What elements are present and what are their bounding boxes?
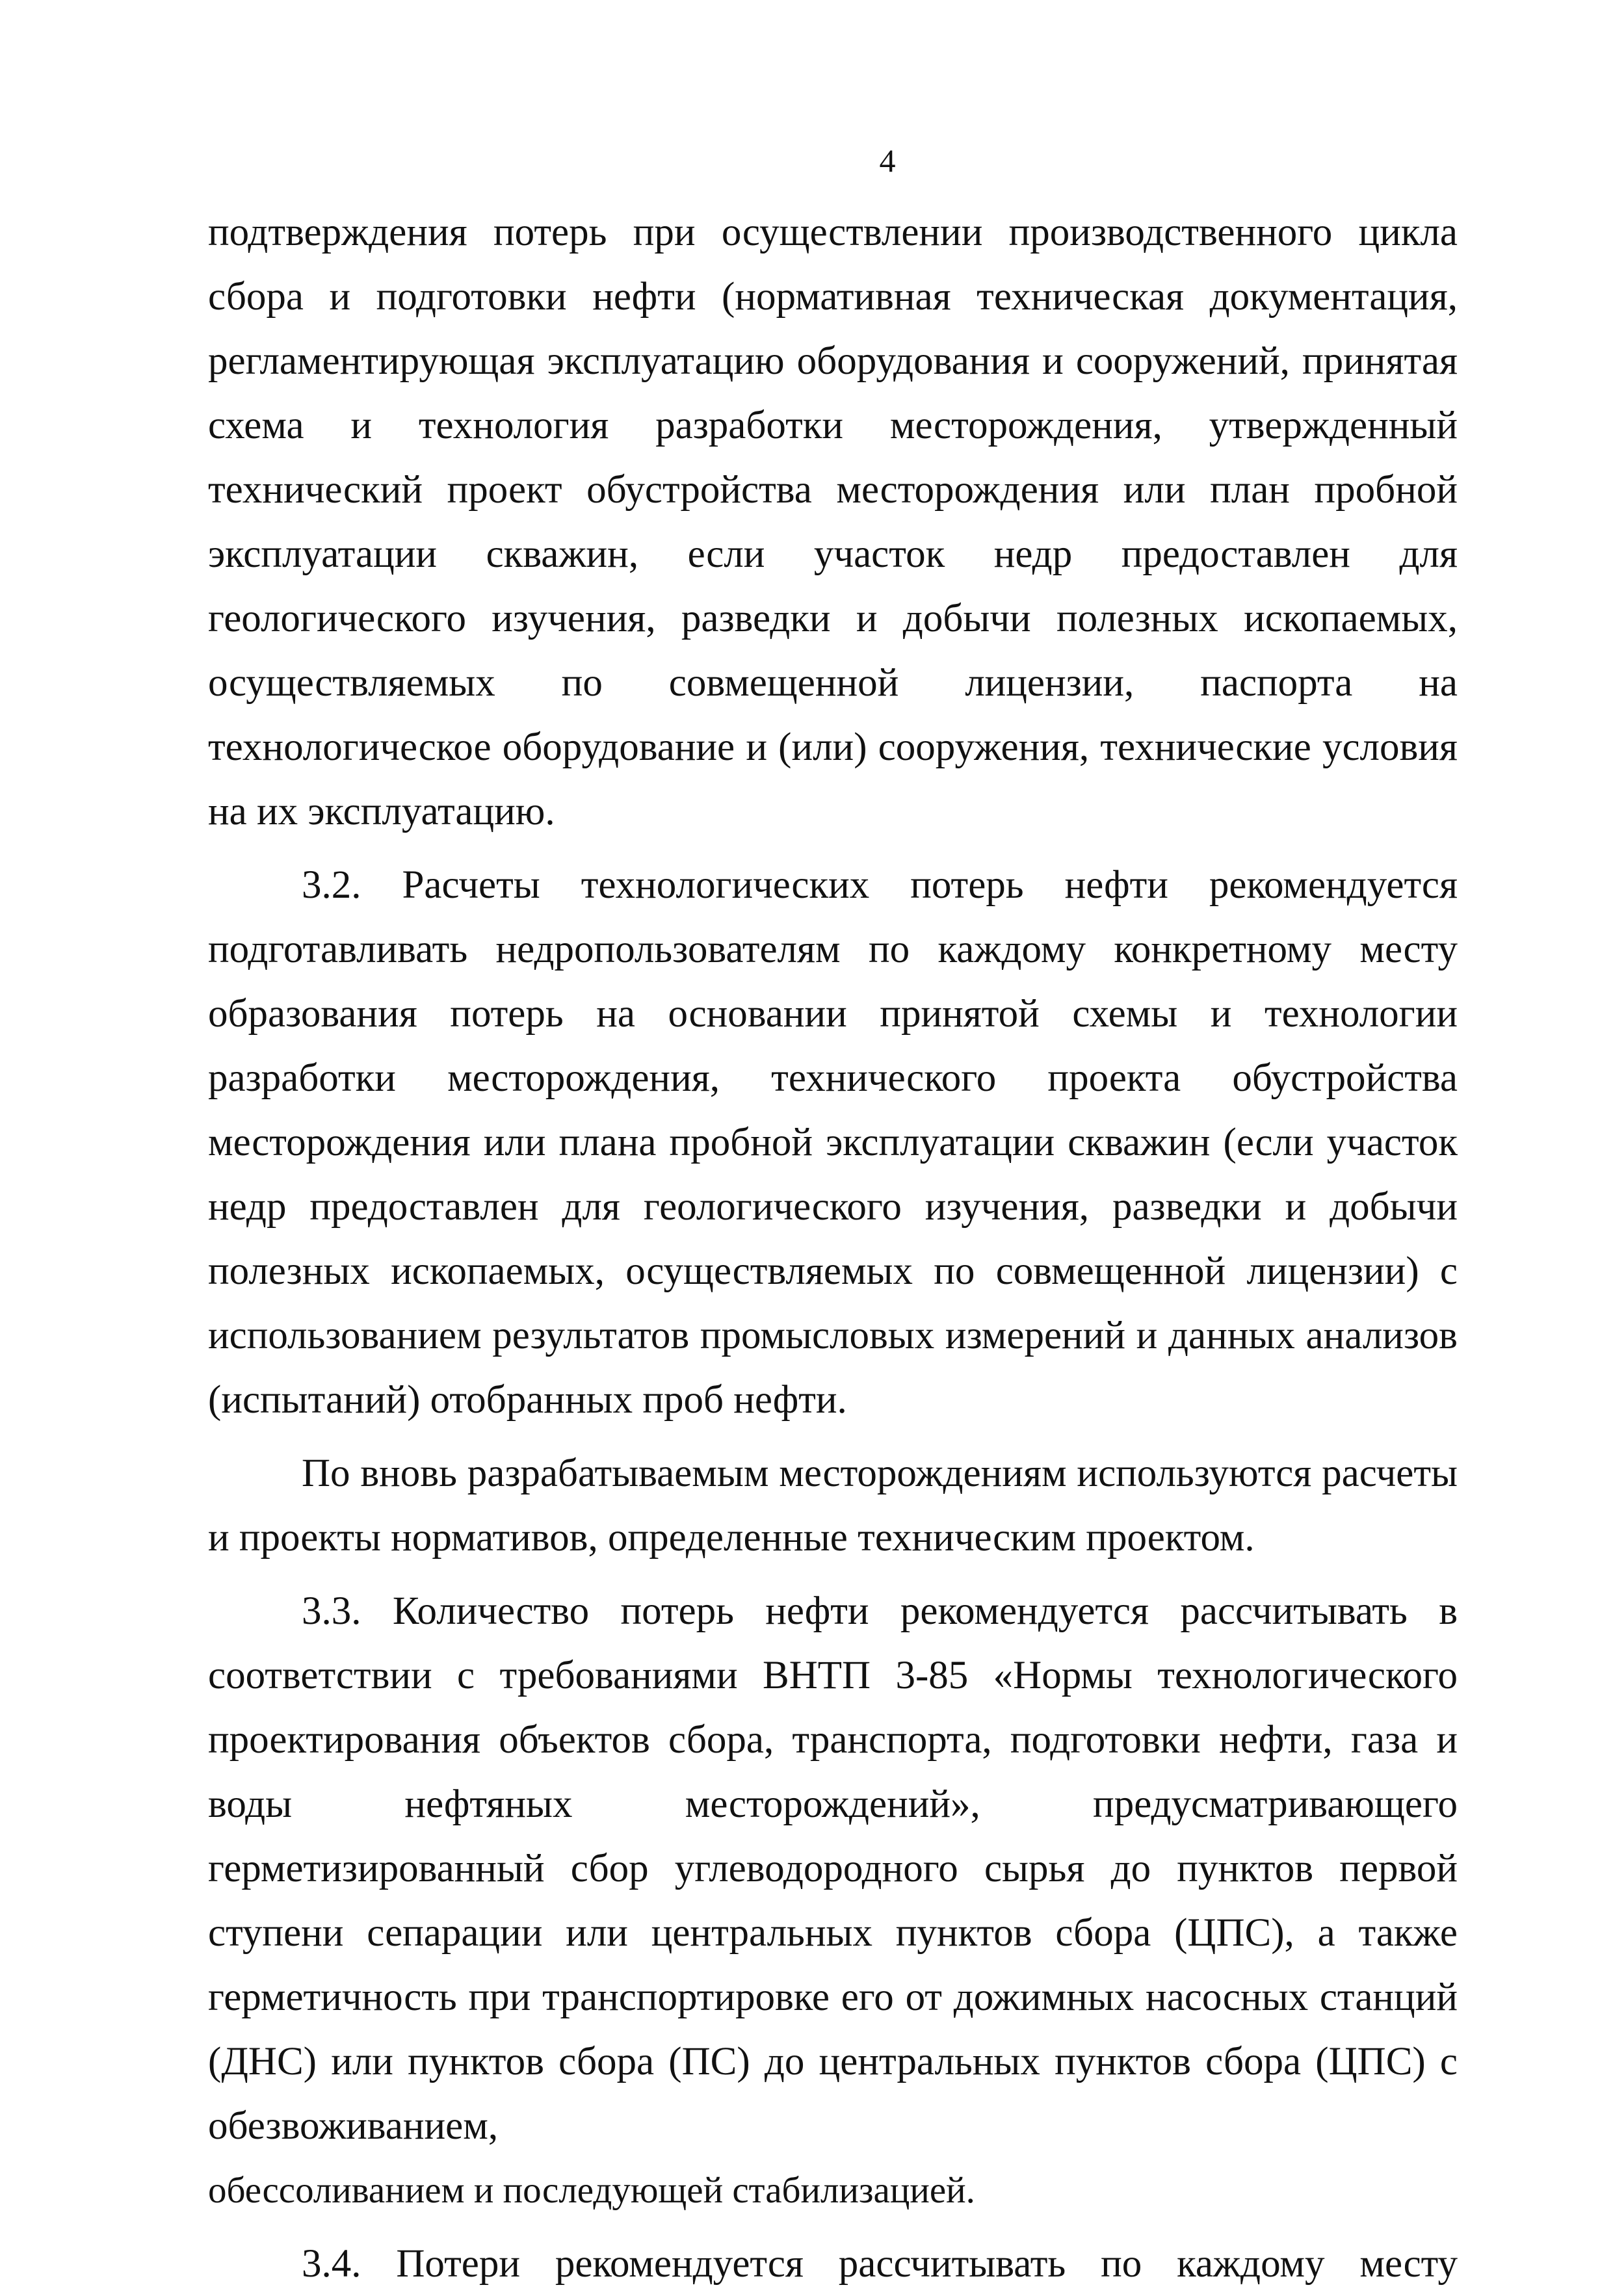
paragraph-3-3-tail: обессоливанием и последующей стабилизацией. — [208, 2170, 975, 2211]
document-body — [208, 200, 1458, 2296]
paragraph-3-2: 3.2. Расчеты технологических потерь нефти рекомендуется подготавливать недропользователям по каждому конкретному месту образования потерь на основании принятой схемы и технологии разработки месторождения, технического проекта обустройства месторождения или плана пробной эксплуатации скважин (если участок недр предоставлен для геологического изучения, разведки и добычи полезных ископаемых, осуществляемых по совмещенной лицензии) с использованием результатов промысловых измерений и данных анализов (испытаний) отобранных проб нефти. — [208, 863, 1458, 1422]
paragraph-3-4: 3.4. Потери рекомендуется рассчитывать по каждому месту — [302, 2242, 1458, 2286]
paragraph-losses-confirmation: подтверждения потерь при осуществлении производственного цикла сбора и подготовки нефти (нормативная техническая документация, регламентирующая эксплуатацию оборудования и сооружений, принятая схема и технология разработки месторождения, утвержденный технический проект обустройства месторождения или план пробной эксплуатации скважин, если участок недр предоставлен для геологического изучения, разведки и добычи полезных ископаемых, осуществляемых по совмещенной лицензии, паспорта на технологическое оборудование и (или) сооружения, технические условия на их эксплуатацию. — [208, 211, 1458, 833]
page-number: 4 — [879, 142, 896, 179]
paragraph-3-3: 3.3. Количество потерь нефти рекомендуется рассчитывать в соответствии с требованиями ВНТП 3-85 «Нормы технологического проектирования объектов сбора, транспорта, подготовки нефти, газа и воды нефтяных месторождений», предусматривающего герметизированный сбор углеводородного сырья до пунктов первой ступени сепарации или центральных пунктов сбора (ЦПС), а также герметичность при транспортировке его от дожимных насосных станций (ДНС) или пунктов сбора (ПС) до центральных пунктов сбора (ЦПС) с обезвоживанием, — [208, 1589, 1458, 2148]
paragraph-new-fields: По вновь разрабатываемым месторождениям используются расчеты и проекты нормативов, определенные техническим проектом. — [208, 1452, 1458, 1559]
